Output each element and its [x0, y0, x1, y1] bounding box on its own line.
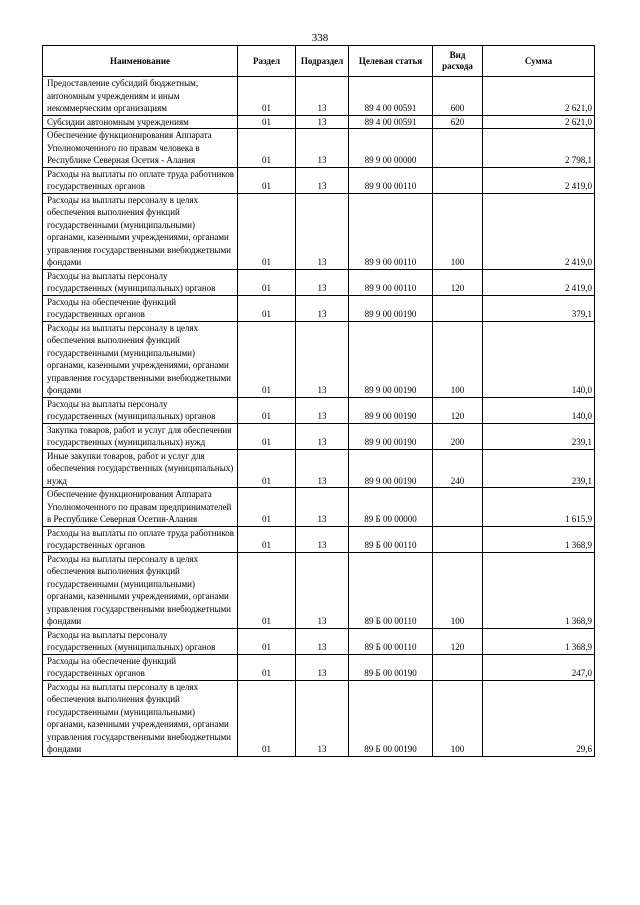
row-target-article: 89 Б 00 00110	[349, 628, 433, 654]
row-amount: 2 419,0	[483, 167, 595, 193]
row-expense-kind: 100	[433, 321, 483, 397]
table-row	[43, 423, 595, 449]
budget-table	[42, 45, 595, 757]
row-name: Расходы на выплаты персоналу в целях обеспечения выполнения функций государственными (муниципальными) органами, казенными учреждениями, органами управления государственными внебюджетными фондами	[43, 680, 238, 756]
row-name: Расходы на выплаты по оплате труда работников государственных органов	[43, 526, 238, 552]
row-target-article: 89 9 00 00190	[349, 321, 433, 397]
table-row	[43, 193, 595, 269]
row-subsection: 13	[296, 295, 349, 321]
row-section: 01	[238, 115, 296, 129]
row-subsection: 13	[296, 115, 349, 129]
header-target-article: Целевая статья	[349, 46, 433, 77]
row-target-article: 89 4 00 00591	[349, 77, 433, 116]
row-target-article: 89 4 00 00591	[349, 115, 433, 129]
row-expense-kind	[433, 654, 483, 680]
row-target-article: 89 9 00 00190	[349, 397, 433, 423]
row-amount: 1 368,9	[483, 552, 595, 628]
row-expense-kind: 100	[433, 193, 483, 269]
row-section: 01	[238, 628, 296, 654]
row-expense-kind	[433, 129, 483, 168]
row-expense-kind: 120	[433, 397, 483, 423]
row-expense-kind: 620	[433, 115, 483, 129]
row-target-article: 89 Б 00 00110	[349, 552, 433, 628]
row-amount: 140,0	[483, 321, 595, 397]
row-section: 01	[238, 397, 296, 423]
row-amount: 1 615,9	[483, 488, 595, 527]
row-subsection: 13	[296, 488, 349, 527]
row-amount: 1 368,9	[483, 526, 595, 552]
row-name: Закупка товаров, работ и услуг для обеспечения государственных (муниципальных) нужд	[43, 423, 238, 449]
row-amount: 239,1	[483, 423, 595, 449]
row-amount: 140,0	[483, 397, 595, 423]
row-name: Расходы на выплаты персоналу в целях обеспечения выполнения функций государственными (муниципальными) органами, казенными учреждениями, органами управления государственными внебюджетными фондами	[43, 193, 238, 269]
row-subsection: 13	[296, 423, 349, 449]
row-section: 01	[238, 321, 296, 397]
table-row	[43, 628, 595, 654]
table-body	[43, 77, 595, 757]
row-section: 01	[238, 77, 296, 116]
row-amount: 29,6	[483, 680, 595, 756]
row-subsection: 13	[296, 193, 349, 269]
row-expense-kind	[433, 526, 483, 552]
row-target-article: 89 Б 00 00110	[349, 526, 433, 552]
row-target-article: 89 9 00 00190	[349, 295, 433, 321]
row-subsection: 13	[296, 680, 349, 756]
row-subsection: 13	[296, 526, 349, 552]
table-row	[43, 552, 595, 628]
row-amount: 379,1	[483, 295, 595, 321]
row-amount: 2 419,0	[483, 193, 595, 269]
row-amount: 2 798,1	[483, 129, 595, 168]
row-expense-kind: 100	[433, 552, 483, 628]
row-name: Расходы на выплаты персоналу государственных (муниципальных) органов	[43, 397, 238, 423]
row-name: Расходы на выплаты персоналу в целях обеспечения выполнения функций государственными (муниципальными) органами, казенными учреждениями, органами управления государственными внебюджетными фондами	[43, 321, 238, 397]
table-row	[43, 77, 595, 116]
row-name: Расходы на выплаты персоналу государственных (муниципальных) органов	[43, 269, 238, 295]
row-amount: 2 621,0	[483, 115, 595, 129]
row-section: 01	[238, 269, 296, 295]
row-name: Расходы на обеспечение функций государственных органов	[43, 295, 238, 321]
table-row	[43, 115, 595, 129]
table-header-row	[43, 46, 595, 77]
row-amount: 239,1	[483, 449, 595, 488]
row-section: 01	[238, 680, 296, 756]
row-target-article: 89 9 00 00190	[349, 449, 433, 488]
header-expense-kind: Вид расхода	[433, 46, 483, 77]
row-amount: 2 621,0	[483, 77, 595, 116]
table-row	[43, 397, 595, 423]
header-name: Наименование	[43, 46, 238, 77]
row-section: 01	[238, 295, 296, 321]
row-target-article: 89 Б 00 00190	[349, 680, 433, 756]
row-expense-kind: 100	[433, 680, 483, 756]
row-name: Обеспечение функционирования Аппарата Уполномоченного по правам человека в Республике Северная Осетия - Алания	[43, 129, 238, 168]
row-name: Расходы на выплаты по оплате труда работников государственных органов	[43, 167, 238, 193]
table-row	[43, 449, 595, 488]
row-name: Предоставление субсидий бюджетным, автономным учреждениям и иным некоммерческим организациям	[43, 77, 238, 116]
row-expense-kind: 120	[433, 269, 483, 295]
row-expense-kind: 200	[433, 423, 483, 449]
row-subsection: 13	[296, 129, 349, 168]
page-number: 338	[311, 32, 329, 44]
header-amount: Сумма	[483, 46, 595, 77]
table-row	[43, 269, 595, 295]
table-row	[43, 654, 595, 680]
row-expense-kind: 600	[433, 77, 483, 116]
row-subsection: 13	[296, 654, 349, 680]
row-subsection: 13	[296, 449, 349, 488]
row-expense-kind: 240	[433, 449, 483, 488]
table-row	[43, 129, 595, 168]
row-name: Иные закупки товаров, работ и услуг для обеспечения государственных (муниципальных) нужд	[43, 449, 238, 488]
row-subsection: 13	[296, 552, 349, 628]
row-expense-kind: 120	[433, 628, 483, 654]
table-row	[43, 295, 595, 321]
row-section: 01	[238, 129, 296, 168]
table-row	[43, 488, 595, 527]
row-target-article: 89 9 00 00190	[349, 423, 433, 449]
row-expense-kind	[433, 295, 483, 321]
row-section: 01	[238, 552, 296, 628]
row-subsection: 13	[296, 167, 349, 193]
row-section: 01	[238, 167, 296, 193]
table-row	[43, 167, 595, 193]
row-expense-kind	[433, 488, 483, 527]
row-section: 01	[238, 193, 296, 269]
row-expense-kind	[433, 167, 483, 193]
row-section: 01	[238, 423, 296, 449]
row-subsection: 13	[296, 269, 349, 295]
row-section: 01	[238, 526, 296, 552]
row-subsection: 13	[296, 321, 349, 397]
row-section: 01	[238, 654, 296, 680]
row-name: Расходы на обеспечение функций государственных органов	[43, 654, 238, 680]
row-amount: 2 419,0	[483, 269, 595, 295]
row-subsection: 13	[296, 628, 349, 654]
row-amount: 1 368,9	[483, 628, 595, 654]
row-target-article: 89 Б 00 00190	[349, 654, 433, 680]
row-subsection: 13	[296, 77, 349, 116]
table-row	[43, 526, 595, 552]
row-target-article: 89 9 00 00110	[349, 167, 433, 193]
row-subsection: 13	[296, 397, 349, 423]
table-row	[43, 321, 595, 397]
row-target-article: 89 9 00 00000	[349, 129, 433, 168]
row-name: Обеспечение функционирования Аппарата Уполномоченного по правам предпринимателей в Республике Северная Осетия-Алания	[43, 488, 238, 527]
row-target-article: 89 9 00 00110	[349, 193, 433, 269]
header-subsection: Подраздел	[296, 46, 349, 77]
row-target-article: 89 9 00 00110	[349, 269, 433, 295]
row-name: Расходы на выплаты персоналу государственных (муниципальных) органов	[43, 628, 238, 654]
row-target-article: 89 Б 00 00000	[349, 488, 433, 527]
table-row	[43, 680, 595, 756]
row-section: 01	[238, 449, 296, 488]
row-name: Субсидии автономным учреждениям	[43, 115, 238, 129]
row-amount: 247,0	[483, 654, 595, 680]
header-section: Раздел	[238, 46, 296, 77]
row-section: 01	[238, 488, 296, 527]
row-name: Расходы на выплаты персоналу в целях обеспечения выполнения функций государственными (муниципальными) органами, казенными учреждениями, органами управления государственными внебюджетными фондами	[43, 552, 238, 628]
